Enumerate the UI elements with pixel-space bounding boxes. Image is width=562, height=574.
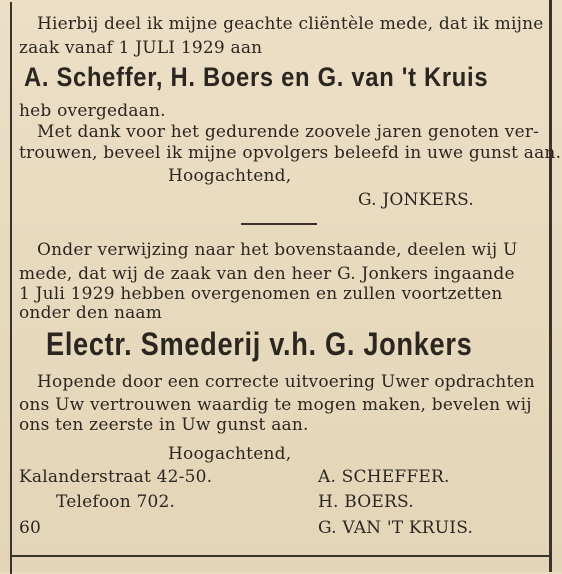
signatory-van-t-kruis: G. VAN 'T KRUIS.: [318, 518, 474, 538]
notice1-intro-line1: Hierbij deel ik mijne geachte cliëntèle mede, dat ik mijne: [37, 14, 544, 34]
notice2-address: Kalanderstraat 42-50.: [19, 467, 213, 487]
notice1-line4: Met dank voor het gedurende zoovele jaren genoten ver-: [37, 122, 540, 142]
notice2-line7: ons ten zeerste in Uw gunst aan.: [19, 415, 309, 435]
notice2-line1: Onder verwijzing naar het bovenstaande, deelen wij U: [37, 240, 518, 260]
notice1-line3: heb overgedaan.: [19, 101, 166, 121]
notice1-line5: trouwen, beveel ik mijne opvolgers beleefd in uwe gunst aan.: [19, 143, 562, 163]
page-number: 60: [19, 518, 42, 538]
notice2-line4: onder den naam: [19, 303, 163, 323]
signatory-scheffer: A. SCHEFFER.: [318, 467, 450, 487]
notice2-line6: ons Uw vertrouwen waardig te mogen maken, bevelen wij: [19, 395, 532, 415]
notice2-heading: Electr. Smederij v.h. G. Jonkers: [46, 326, 473, 362]
notice1-heading: A. Scheffer, H. Boers en G. van 't Kruis: [24, 62, 489, 92]
notice2-line3: 1 Juli 1929 hebben overgenomen en zullen voortzetten: [19, 284, 503, 304]
notice2-line2: mede, dat wij de zaak van den heer G. Jonkers ingaande: [19, 264, 515, 284]
notice1-closing: Hoogachtend,: [168, 166, 292, 186]
notice2-line5: Hopende door een correcte uitvoering Uwer opdrachten: [37, 372, 535, 392]
right-border: [549, 0, 552, 572]
notice2-closing: Hoogachtend,: [168, 444, 292, 464]
notice2-phone: Telefoon 702.: [56, 492, 176, 512]
signatory-boers: H. BOERS.: [318, 492, 414, 512]
notice1-signature: G. JONKERS.: [358, 190, 474, 210]
bottom-border: [12, 555, 549, 557]
left-border: [10, 2, 12, 574]
notice1-intro-line2: zaak vanaf 1 JULI 1929 aan: [19, 38, 263, 58]
separator-rule: [241, 223, 317, 225]
